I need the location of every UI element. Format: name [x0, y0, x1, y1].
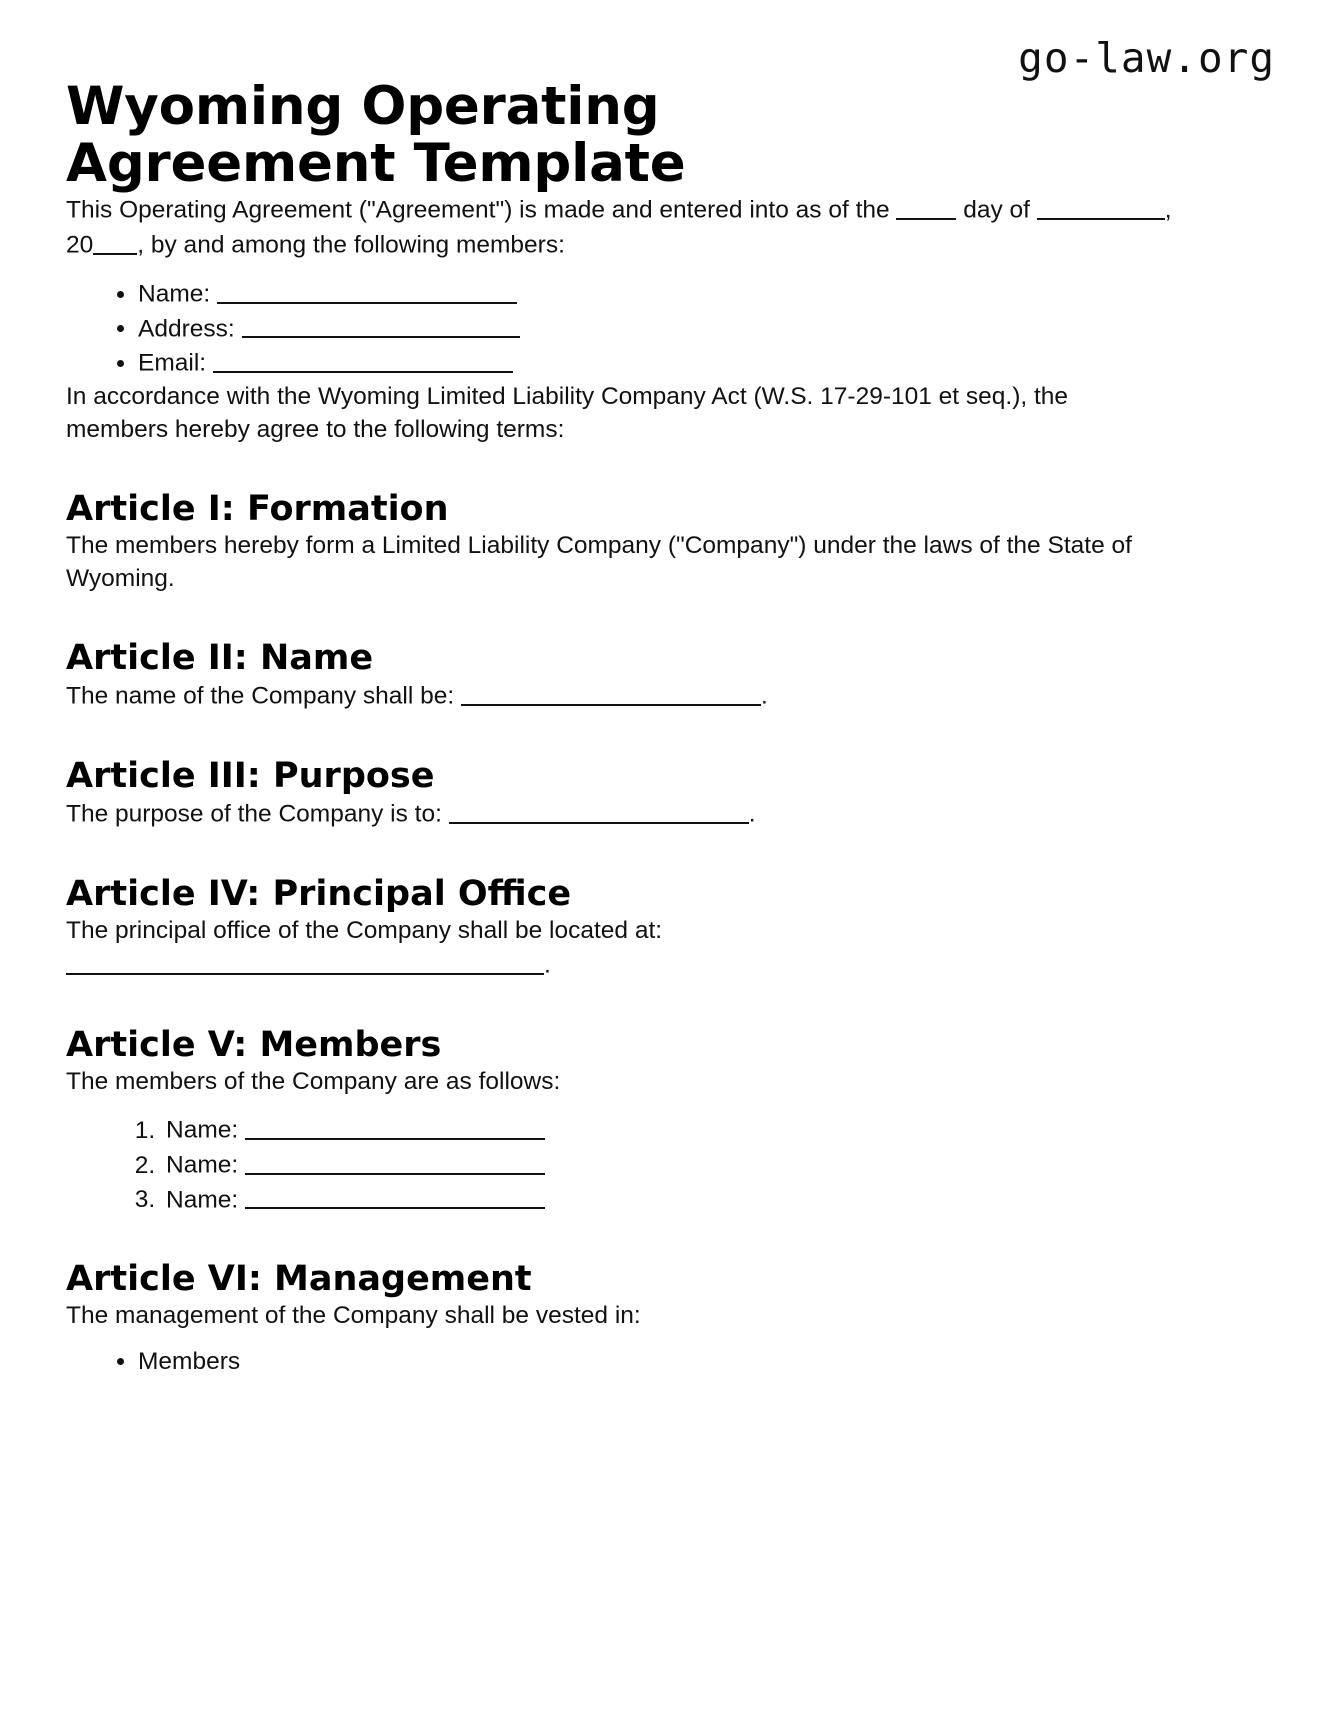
member-2-blank [245, 1147, 545, 1175]
member-3-label: Name: [166, 1186, 239, 1214]
article-iii-prefix: The purpose of the Company is to: [66, 801, 449, 829]
principal-office-blank [66, 947, 544, 975]
list-item [162, 1112, 1176, 1147]
principal-office-blank-line [66, 947, 1176, 982]
intro-text-part2: day of [956, 197, 1037, 225]
member-1-label: Name: [166, 1117, 239, 1145]
article-body-v: The members of the Company are as follows: [66, 1068, 561, 1096]
member-1-blank [245, 1112, 545, 1140]
list-item [162, 1147, 1176, 1182]
article-body-vi: The management of the Company shall be vested in: [66, 1302, 641, 1330]
list-item [138, 345, 1176, 380]
article-body-i: The members hereby form a Limited Liability Company ("Company") under the laws of the State of Wyoming. [66, 532, 1132, 593]
company-name-blank [461, 678, 761, 706]
list-item [162, 1182, 1176, 1217]
article-body-ii [66, 678, 1176, 713]
member-field-label-email: Email: [138, 349, 207, 377]
list-item [138, 311, 1176, 346]
member-2-label: Name: [166, 1151, 239, 1179]
page-title: Wyoming Operating Agreement Template [66, 76, 686, 195]
list-item [138, 276, 1176, 311]
accordance-paragraph: In accordance with the Wyoming Limited Liability Company Act (W.S. 17-29-101 et seq.), the members hereby agree to the following terms: [66, 382, 1069, 443]
document-content [66, 78, 1176, 1378]
article-heading-iii: Article III: Purpose [66, 756, 435, 797]
member-field-label-address: Address: [138, 315, 235, 343]
year-blank [93, 227, 137, 255]
member-field-label-name: Name: [138, 280, 211, 308]
article-heading-i: Article I: Formation [66, 488, 449, 529]
intro-text-part4: , by and among the following members: [137, 231, 565, 259]
intro-text-part1: This Operating Agreement ("Agreement") is made and entered into as of the [66, 197, 897, 225]
article-heading-ii: Article II: Name [66, 638, 374, 679]
management-list [66, 1346, 1176, 1378]
intro-text-part3: , 20 [66, 197, 1172, 259]
article-heading-iv: Article IV: Principal Office [66, 874, 572, 915]
intro-paragraph [66, 192, 1176, 262]
company-purpose-blank [449, 796, 749, 824]
article-body-iv: The principal office of the Company shall be located at: [66, 917, 663, 945]
member-email-blank [213, 345, 513, 373]
article-ii-suffix: . [760, 683, 768, 711]
article-iv-suffix: . [544, 952, 551, 980]
member-address-blank [242, 311, 520, 339]
article-heading-v: Article V: Members [66, 1025, 442, 1066]
members-list [66, 1112, 1176, 1216]
article-body-iii [66, 796, 1176, 831]
member-3-blank [245, 1182, 545, 1210]
list-item: • Members [138, 1346, 1176, 1378]
member-name-blank [217, 276, 517, 304]
article-iii-suffix: . [748, 801, 756, 829]
member-field-list [66, 276, 1176, 380]
site-watermark: go-law.org [1018, 34, 1275, 82]
article-ii-prefix: The name of the Company shall be: [66, 683, 461, 711]
article-heading-vi: Article VI: Management [66, 1259, 532, 1300]
month-blank [1037, 192, 1165, 220]
day-blank [896, 192, 956, 220]
